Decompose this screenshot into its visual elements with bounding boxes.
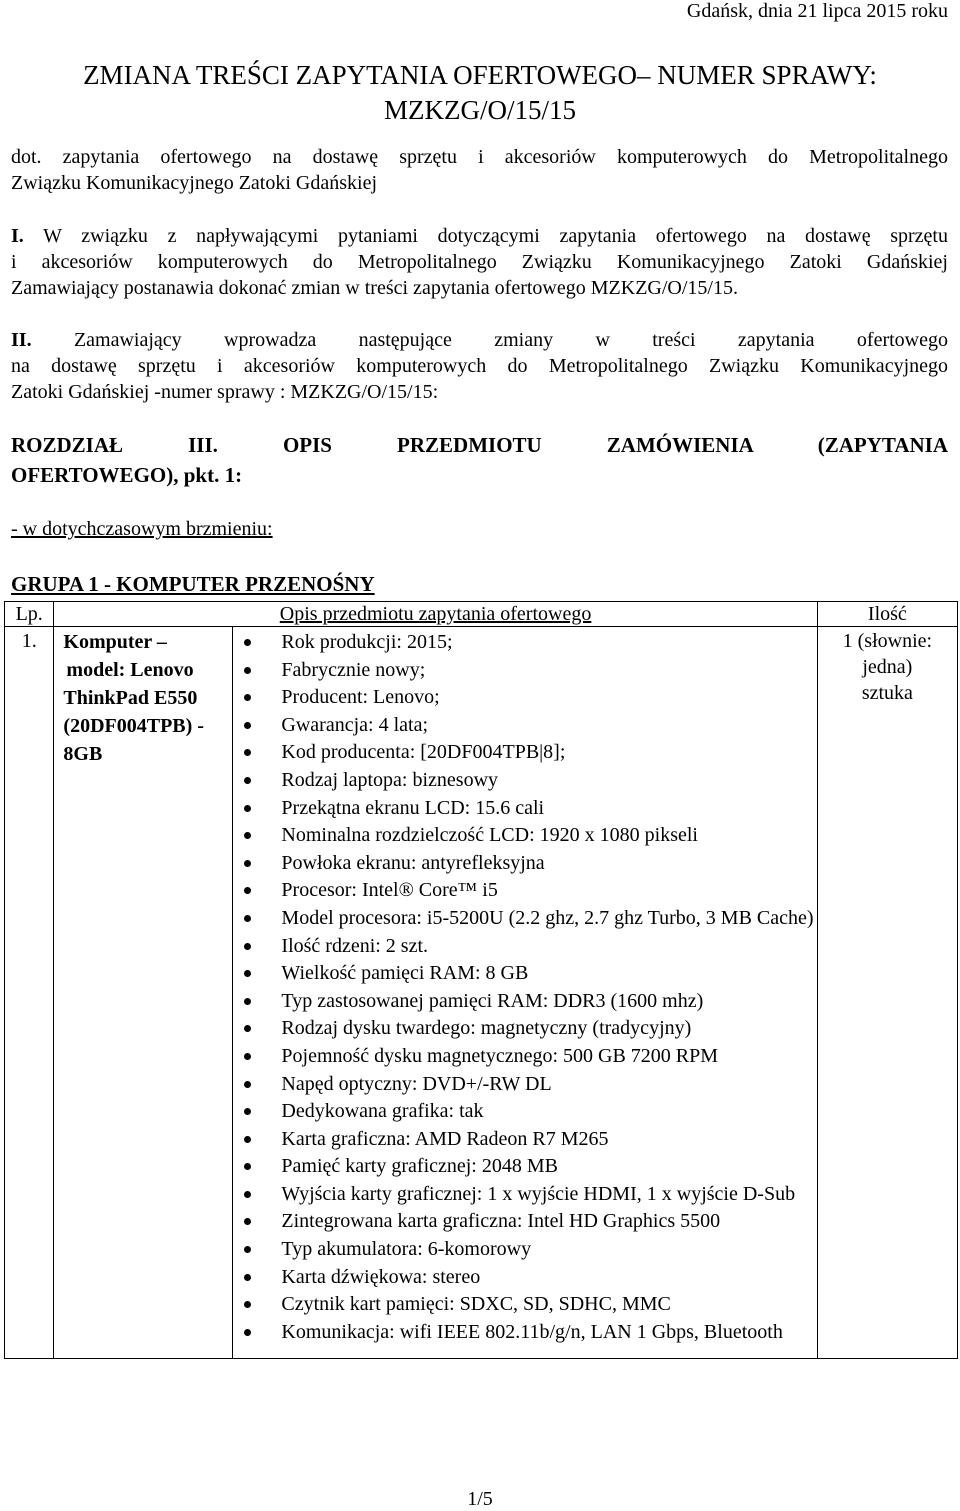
section-2-line-3: Zatoki Gdańskiej -numer sprawy : MZKZG/O/15/15: [11,381,439,403]
table-header-row [5,602,958,627]
dot-line-2: Związku Komunikacyjnego Zatoki Gdańskiej [11,172,378,194]
row-features [233,627,817,1359]
feature-item: Rok produkcji: 2015; [233,629,816,657]
feature-item: Karta graficzna: AMD Radeon R7 M265 [233,1126,816,1154]
header-quantity: Ilość [817,602,957,627]
header-lp: Lp. [5,602,54,627]
feature-item: Kod producenta: [20DF004TPB|8]; [233,739,816,767]
feature-item: Dedykowana grafika: tak [233,1098,816,1126]
chapter-line-1: ROZDZIAŁ III. OPIS PRZEDMIOTU ZAMÓWIENIA (ZAPYTANIA [11,433,948,457]
row-model [54,627,233,1359]
row-quantity [817,627,957,1359]
model-line: ThinkPad E550 [63,687,198,709]
feature-item: Gwarancja: 4 lata; [233,712,816,740]
section-2-number: II. [11,329,32,351]
row-lp: 1. [5,627,54,1359]
date-line: Gdańsk, dnia 21 lipca 2015 roku [686,0,948,22]
model-line: model: Lenovo [66,659,194,681]
page-number: 1/5 [467,1488,493,1510]
section-1-line-3: Zamawiający postanawia dokonać zmian w treści zapytania ofertowego MZKZG/O/15/15. [11,277,738,299]
feature-item: Producent: Lenovo; [233,684,816,712]
group-title: GRUPA 1 - KOMPUTER PRZENOŚNY [11,572,375,596]
section-1 [11,223,948,301]
chapter-line-2: OFERTOWEGO), pkt. 1: [11,463,243,487]
document-title [0,58,960,128]
section-1-line-2: i akcesoriów komputerowych do Metropolitalnego Związku Komunikacyjnego Zatoki Gdańskiej [11,251,948,273]
feature-item: Karta dźwiękowa: stereo [233,1264,816,1292]
feature-item: Rodzaj laptopa: biznesowy [233,767,816,795]
section-2 [11,327,948,405]
feature-list [233,627,816,1358]
feature-item: Fabrycznie nowy; [233,657,816,685]
feature-item: Czytnik kart pamięci: SDXC, SD, SDHC, MMC [233,1291,816,1319]
feature-item: Typ zastosowanej pamięci RAM: DDR3 (1600 mhz) [233,988,816,1016]
model-line: 8GB [63,743,103,765]
section-1-text-1: W związku z napływającymi pytaniami dotyczącymi zapytania ofertowego na dostawę sprzętu [23,225,948,247]
section-1-line-1 [11,223,948,249]
spec-table [4,601,958,1359]
feature-item: Ilość rdzeni: 2 szt. [233,933,816,961]
section-2-text-1: Zamawiający wprowadza następujące zmiany w treści zapytania ofertowego [31,329,948,351]
section-1-number: I. [11,225,24,247]
chapter-heading [11,430,948,490]
feature-item: Pamięć karty graficznej: 2048 MB [233,1153,816,1181]
feature-item: Typ akumulatora: 6-komorowy [233,1236,816,1264]
feature-item: Wielkość pamięci RAM: 8 GB [233,960,816,988]
current-wording-label: - w dotychczasowym brzmieniu: [11,518,273,540]
feature-item: Komunikacja: wifi IEEE 802.11b/g/n, LAN 1 Gbps, Bluetooth [233,1319,816,1347]
header-description-label: Opis przedmiotu zapytania ofertowego [279,603,592,625]
title-line-2: MZKZG/O/15/15 [384,95,576,125]
feature-item: Procesor: Intel® Core™ i5 [233,877,816,905]
feature-item: Nominalna rozdzielczość LCD: 1920 x 1080 pikseli [233,822,816,850]
quantity-line: 1 (słownie: [842,630,933,652]
feature-item: Rodzaj dysku twardego: magnetyczny (tradycyjny) [233,1015,816,1043]
table-row [5,627,958,1359]
model-line: (20DF004TPB) - [63,715,204,737]
feature-item: Pojemność dysku magnetycznego: 500 GB 7200 RPM [233,1043,816,1071]
feature-item: Wyjścia karty graficznej: 1 x wyjście HDMI, 1 x wyjście D-Sub [233,1181,816,1209]
feature-item: Model procesora: i5-5200U (2.2 ghz, 2.7 ghz Turbo, 3 MB Cache) [233,905,816,933]
feature-item: Napęd optyczny: DVD+/-RW DL [233,1071,816,1099]
section-2-line-1 [11,327,948,353]
dot-paragraph [11,144,948,196]
header-description [54,602,817,627]
feature-item: Przekątna ekranu LCD: 15.6 cali [233,795,816,823]
quantity-line: jedna) [862,656,913,678]
quantity-line: sztuka [861,682,913,704]
feature-item: Powłoka ekranu: antyrefleksyjna [233,850,816,878]
feature-item: Zintegrowana karta graficzna: Intel HD Graphics 5500 [233,1208,816,1236]
section-2-line-2: na dostawę sprzętu i akcesoriów komputerowych do Metropolitalnego Związku Komunikacyjnego [11,355,948,377]
title-line-1: ZMIANA TREŚCI ZAPYTANIA OFERTOWEGO– NUMER SPRAWY: [83,60,877,90]
model-line: Komputer – [63,631,167,653]
dot-line-1: dot. zapytania ofertowego na dostawę sprzętu i akcesoriów komputerowych do Metropolitalnego [11,146,948,168]
